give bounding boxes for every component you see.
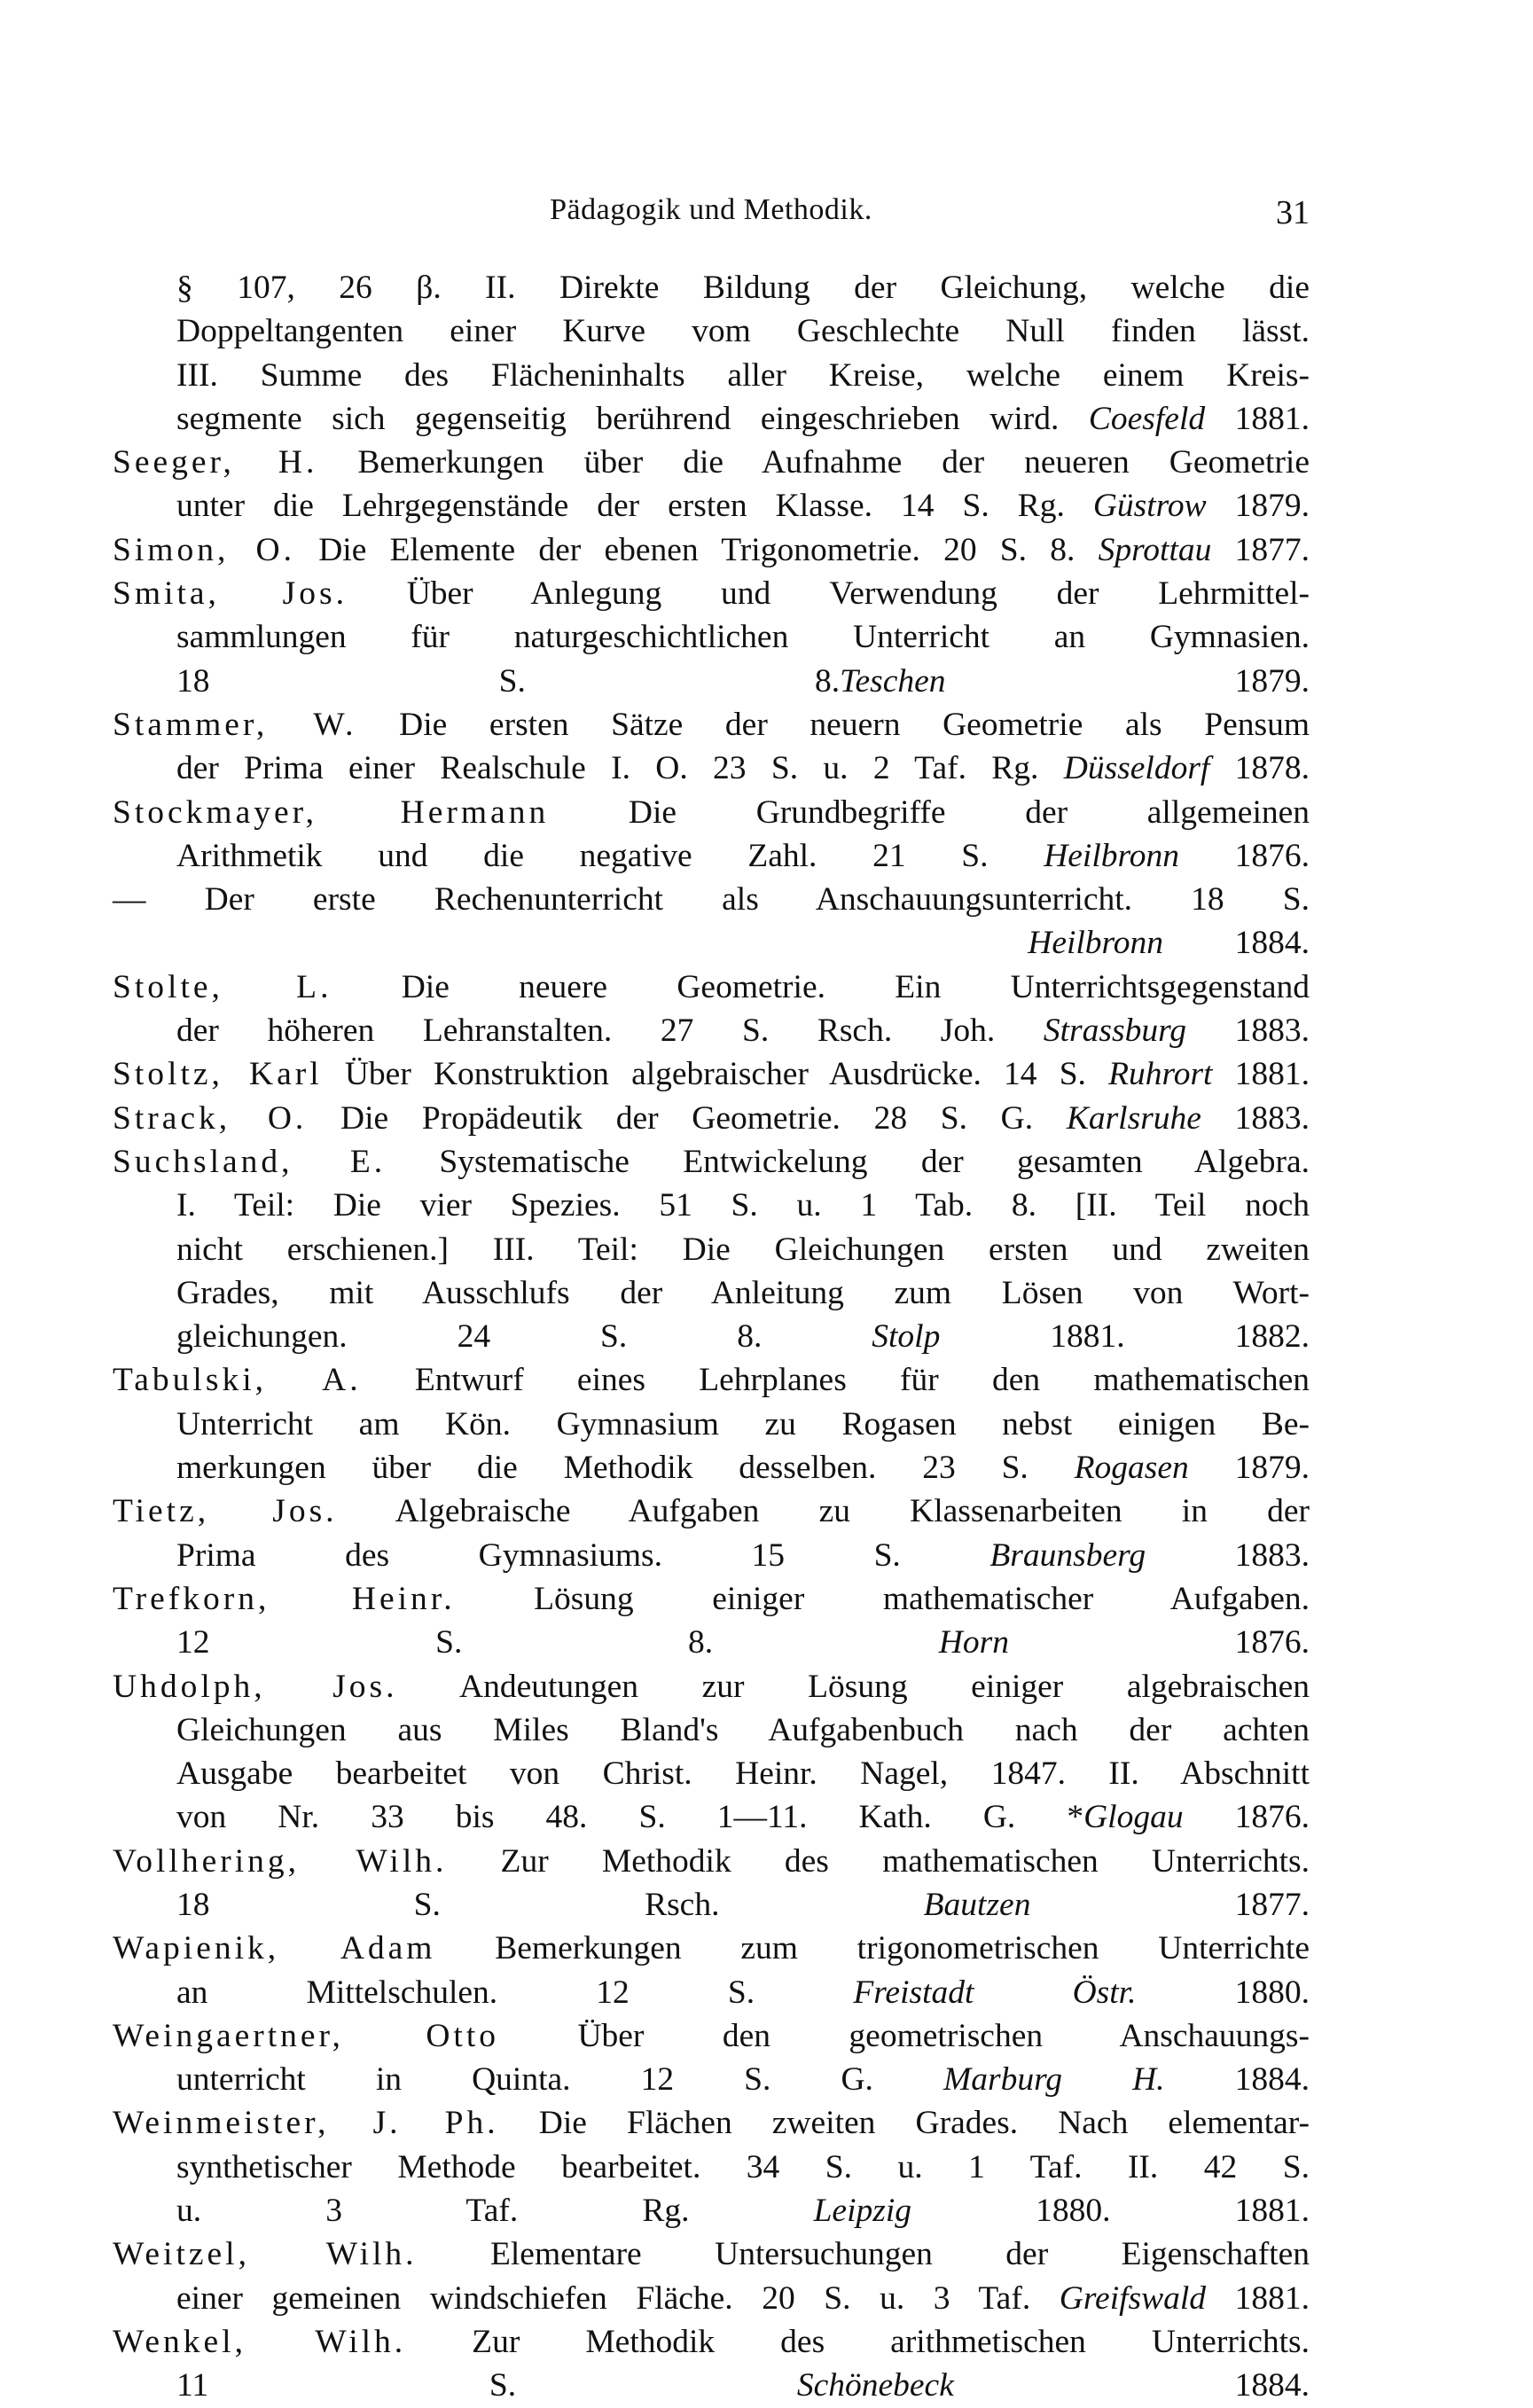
entry-text: einer gemeinen windschiefen Fläche. 20 S. u. 3 Taf. [176,2279,1060,2317]
author-name: Wenkel, Wilh. [113,2323,407,2360]
entry-continuation-line [176,1752,1310,1795]
entry-continuation-line [176,1009,1310,1052]
entry-continuation-line [176,1621,1310,1664]
entry-text: synthetischer Methode bearbeitet. 34 S. u. 1 Taf. II. 42 S. [176,2148,1310,2185]
entry-line [113,1840,1310,1883]
place-name: Glogau [1083,1799,1184,1836]
place-name: Karlsruhe [1066,1099,1201,1137]
entry-text: Doppeltangenten einer Kurve vom Geschlechte Null finden lässt. [176,313,1310,350]
entry-text: sammlungen für naturgeschichtlichen Unterricht an Gymnasien. [176,619,1310,656]
entry-text: Über den geometrischen Anschauungs- [499,2017,1310,2054]
entry-text: Die Flächen zweiten Grades. Nach elementar- [498,2105,1310,2142]
entry-text: Die Elemente der ebenen Trigonometrie. 20 S. 8. [295,531,1099,568]
entry-text: 1881. [1206,2279,1310,2317]
entry-continuation-line [176,1315,1310,1358]
author-name: Stoltz, Karl [113,1056,323,1093]
place-name: Freistadt Östr. [853,1974,1137,2011]
entry-text: 1881. [1205,400,1310,437]
entry-line [113,703,1310,747]
entry-text: Ausgabe bearbeitet von Christ. Heinr. Nagel, 1847. II. Abschnitt [176,1755,1310,1793]
entry-text: 1879. [945,662,1310,700]
entry-text: 1877. [1211,531,1310,568]
entry-line [113,966,1310,1009]
entry-text: Über Anlegung und Verwendung der Lehrmittel- [347,575,1310,613]
entry-line [113,878,1310,921]
entry-continuation-line [176,309,1310,353]
entry-continuation-line [176,1795,1310,1839]
entry-text: 1884. [1164,2061,1310,2099]
entry-continuation-line [176,1228,1310,1271]
author-name: Vollhering, Wilh. [113,1842,448,1880]
entry-text: 1879. [1188,1450,1310,1487]
entry-line [113,1489,1310,1533]
page-number: 31 [1276,194,1310,231]
entry-text: 1883. [1186,1012,1310,1050]
entry-continuation-line [176,2189,1310,2232]
entry-continuation-line [176,484,1310,528]
entry-continuation-line [176,747,1310,790]
entry-text: Lösung einiger mathematischer Aufgaben. [455,1580,1310,1617]
entry-text: Unterricht am Kön. Gymnasium zu Rogasen nebst einigen Be- [176,1405,1310,1442]
entry-continuation-line [176,2058,1310,2101]
entry-continuation-line [176,2364,1310,2407]
entry-continuation-line [176,1403,1310,1446]
entry-text: Über Konstruktion algebraischer Ausdrücke. 14 S. [322,1056,1109,1093]
entry-text: Zur Methodik des mathematischen Unterrichts. [447,1842,1310,1880]
place-name: Heilbronn [1028,925,1163,962]
entry-text: 1878. [1209,750,1310,787]
entry-continuation-line [176,354,1310,397]
entry-text: 1883. [1201,1099,1310,1137]
author-name: Strack, O. [113,1099,308,1137]
entry-text: 1879. [1206,488,1310,525]
entry-text: Algebraische Aufgaben zu Klassenarbeiten in der [337,1493,1310,1530]
entry-text: 1876. [1008,1624,1310,1661]
entry-text: segmente sich gegenseitig berührend eingeschrieben wird. [176,400,1089,437]
entry-text: Prima des Gymnasiums. 15 S. [176,1536,990,1574]
place-name: Bautzen [923,1886,1031,1923]
entry-text: unterricht in Quinta. 12 S. G. [176,2061,943,2099]
page-header [113,193,1310,238]
entry-line [113,2320,1310,2364]
place-name: Marburg H. [942,2061,1165,2099]
entry-text: 1884. [953,2367,1310,2404]
entry-text: 1881. [1212,1056,1310,1093]
entry-text: 1883. [1146,1536,1310,1574]
entry-text: 12 S. 8. [176,1624,939,1661]
entry-line [113,1927,1310,1970]
entry-continuation-line [176,834,1310,878]
entry-continuation-line [176,615,1310,659]
entry-text: Die Propädeutik der Geometrie. 28 S. G. [307,1099,1067,1137]
entry-text: Zur Methodik des arithmetischen Unterrichts. [406,2323,1310,2360]
entry-continuation-line [176,1271,1310,1315]
place-name: Ruhrort [1108,1056,1213,1093]
entry-text: 1880. [1136,1974,1310,2011]
author-name: Tabulski, A. [113,1362,362,1399]
place-name: Sprottau [1098,531,1212,568]
entry-text: Andeutungen zur Lösung einiger algebraischen [397,1668,1310,1705]
entry-text: Die Grundbegriffe der allgemeinen [549,794,1310,831]
author-name: Stolte, L. [113,968,332,1005]
entry-text: 18 S. Rsch. [176,1886,924,1923]
place-name: Teschen [840,662,946,700]
entry-text: 11 S. [176,2367,797,2404]
entry-text: Die ersten Sätze der neuern Geometrie als Pensum [356,706,1310,743]
bibliography-list [113,266,1310,2408]
entry-line [113,528,1310,572]
entry-text: 1881. 1882. [940,1318,1310,1356]
entry-text: Elementare Untersuchungen der Eigenschaften [417,2236,1310,2273]
entry-text: 1877. [1030,1886,1310,1923]
entry-text: an Mittelschulen. 12 S. [176,1974,854,2011]
entry-line [113,1665,1310,1708]
place-name: Braunsberg [989,1536,1146,1574]
place-name: Schönebeck [796,2367,954,2404]
entry-text: I. Teil: Die vier Spezies. 51 S. u. 1 Tab. 8. [II. Teil noch [176,1187,1310,1224]
place-name: Heilbronn [1044,837,1179,874]
running-title: Pädagogik und Methodik. [550,193,872,226]
author-name: Stammer, W. [113,706,357,743]
place-name: Leipzig [813,2193,912,2230]
entry-line [113,791,1310,834]
entry-continuation-line [176,2146,1310,2189]
entry-line [113,2101,1310,2145]
entry-line [113,572,1310,615]
author-name: Weitzel, Wilh. [113,2236,418,2273]
entry-text: von Nr. 33 bis 48. S. 1—11. Kath. G. * [176,1799,1084,1836]
entry-continuation-line [176,1446,1310,1489]
entry-text: Bemerkungen über die Aufnahme der neueren Geometrie [317,444,1310,481]
author-name: Weingaertner, Otto [113,2017,500,2054]
entry-text: nicht erschienen.] III. Teil: Die Gleichungen ersten und zweiten [176,1231,1310,1268]
entry-line [113,1577,1310,1621]
author-name: Smita, Jos. [113,575,348,613]
entry-text: 1880. 1881. [911,2193,1310,2230]
author-name: Stockmayer, Hermann [113,794,550,831]
entry-text: § 107, 26 β. II. Direkte Bildung der Gleichung, welche die [176,270,1310,306]
entry-text: Entwurf eines Lehrplanes für den mathematischen [361,1362,1310,1399]
entry-line [113,1358,1310,1402]
author-name: Seeger, H. [113,444,318,481]
entry-text: gleichungen. 24 S. 8. [176,1318,872,1356]
entry-continuation-line [176,2277,1310,2320]
entry-continuation-line [176,1883,1310,1927]
author-name: Trefkorn, Heinr. [113,1580,456,1617]
entry-continuation-line [176,266,1310,309]
place-name: Düsseldorf [1063,750,1210,787]
entry-line [113,2232,1310,2276]
entry-line [113,1052,1310,1096]
place-name: Güstrow [1092,488,1207,525]
entry-continuation-line [176,1184,1310,1227]
place-name: Strassburg [1043,1012,1187,1050]
entry-text: III. Summe des Flächeninhalts aller Kreise, welche einem Kreis- [176,356,1310,394]
place-name: Rogasen [1074,1450,1189,1487]
entry-text: Systematische Entwickelung der gesamten Algebra. [386,1143,1310,1180]
entry-line [113,441,1310,484]
author-name: Tietz, Jos. [113,1493,338,1530]
entry-text: Grades, mit Ausschlufs der Anleitung zum Lösen von Wort- [176,1274,1310,1311]
entry-text: Gleichungen aus Miles Bland's Aufgabenbuch nach der achten [176,1711,1310,1748]
place-name: Horn [938,1624,1009,1661]
entry-text: Bemerkungen zum trigonometrischen Unterrichte [435,1930,1310,1967]
entry-text: der höheren Lehranstalten. 27 S. Rsch. Joh. [176,1012,1044,1050]
author-name: Weinmeister, J. Ph. [113,2105,499,2142]
author-name: Uhdolph, Jos. [113,1668,398,1705]
place-name: Greifswald [1059,2279,1207,2317]
author-name: Simon, O. [113,531,295,568]
entry-text: 1876. [1183,1799,1310,1836]
entry-continuation-line [176,1971,1310,2014]
entry-text: 18 S. 8. [176,662,841,700]
entry-text: 1876. [1178,837,1310,874]
entry-continuation-line [176,1708,1310,1752]
entry-text: der Prima einer Realschule I. O. 23 S. u. 2 Taf. Rg. [176,750,1064,787]
entry-text: Arithmetik und die negative Zahl. 21 S. [176,837,1044,874]
entry-text: unter die Lehrgegenstände der ersten Klasse. 14 S. Rg. [176,488,1093,525]
entry-text: merkungen über die Methodik desselben. 23 S. [176,1450,1075,1487]
entry-text: — Der erste Rechenunterricht als Anschauungsunterricht. 18 S. [113,881,1310,919]
entry-text: Die neuere Geometrie. Ein Unterrichtsgegenstand [332,968,1310,1005]
entry-year: 1884. [1234,925,1310,962]
entry-line [113,1097,1310,1140]
author-name: Wapienik, Adam [113,1930,436,1967]
author-name: Suchsland, E. [113,1143,387,1180]
place-name: Stolp [872,1318,941,1356]
entry-line [113,2014,1310,2058]
entry-continuation-line [176,660,1310,703]
entry-text: u. 3 Taf. Rg. [176,2193,814,2230]
entry-line [113,1140,1310,1184]
entry-continuation-line [176,1534,1310,1577]
entry-continuation-line [176,397,1310,441]
place-name: Coesfeld [1088,400,1206,437]
entry-continuation-line [113,921,1310,965]
